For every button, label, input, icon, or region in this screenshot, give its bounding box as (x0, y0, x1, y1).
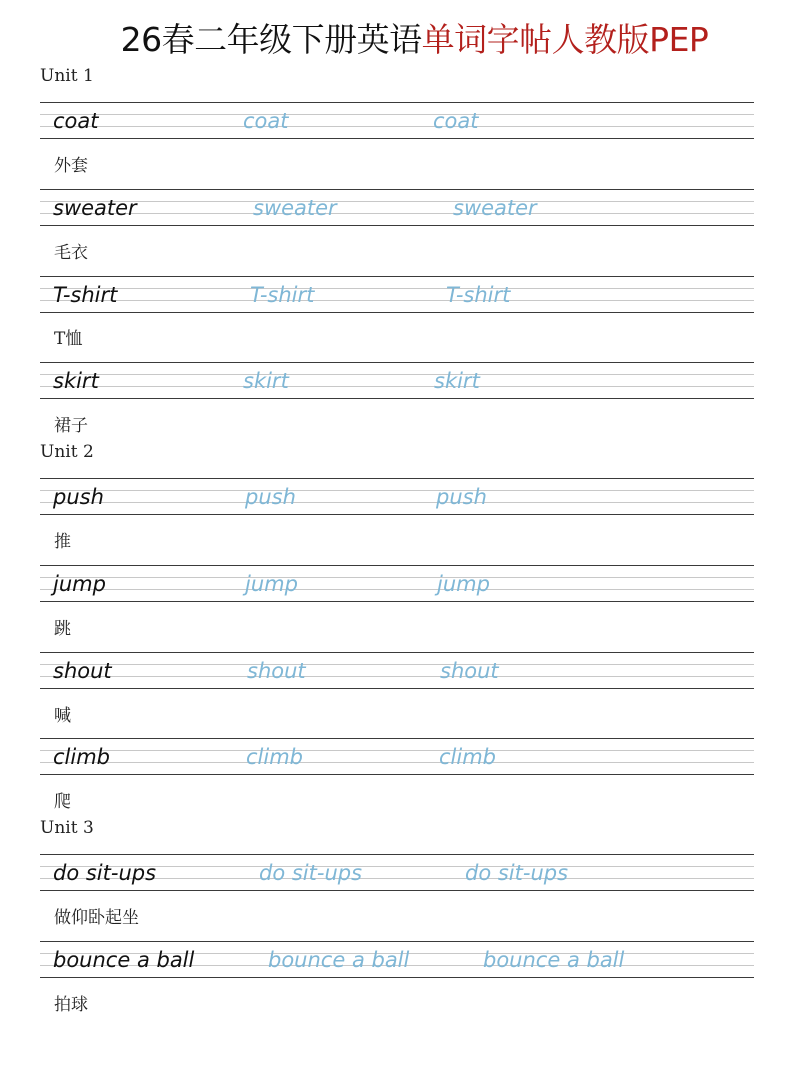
rule-base (40, 126, 754, 127)
chinese-meaning: 跳 (54, 619, 71, 639)
rule-top (40, 362, 754, 363)
word-trace: sweater (253, 196, 337, 220)
writing-row (40, 189, 754, 225)
chinese-meaning: 拍球 (54, 995, 88, 1015)
chinese-meaning: 外套 (54, 156, 88, 176)
word-trace: skirt (434, 369, 480, 393)
word-trace: sweater (453, 196, 537, 220)
word-trace: climb (246, 745, 304, 769)
word-trace: shout (440, 659, 499, 683)
word-trace: coat (433, 109, 479, 133)
rule-top (40, 189, 754, 190)
word-model: jump (53, 572, 106, 596)
chinese-meaning: 爬 (54, 792, 71, 812)
writing-row (40, 276, 754, 312)
word-trace: coat (243, 109, 289, 133)
rule-base (40, 676, 754, 677)
rule-base (40, 762, 754, 763)
rule-bottom (40, 138, 754, 139)
rule-mid (40, 577, 754, 578)
word-model: shout (53, 659, 112, 683)
rule-bottom (40, 688, 754, 689)
chinese-meaning: T恤 (54, 329, 83, 349)
rule-mid (40, 750, 754, 751)
writing-row (40, 738, 754, 774)
rule-base (40, 502, 754, 503)
word-model: sweater (53, 196, 137, 220)
word-trace: do sit-ups (259, 861, 363, 885)
rule-base (40, 300, 754, 301)
word-trace: push (436, 485, 487, 509)
rule-base (40, 386, 754, 387)
title-highlight: 单词字帖人教版PEP (421, 20, 709, 59)
word-trace: do sit-ups (465, 861, 569, 885)
unit-label: Unit 2 (40, 442, 94, 462)
word-trace: push (245, 485, 296, 509)
rule-top (40, 652, 754, 653)
rule-top (40, 102, 754, 103)
writing-row (40, 362, 754, 398)
rule-mid (40, 201, 754, 202)
chinese-meaning: 推 (54, 532, 71, 552)
word-model: coat (53, 109, 99, 133)
word-trace: bounce a ball (483, 948, 625, 972)
word-trace: jump (245, 572, 298, 596)
rule-mid (40, 664, 754, 665)
rule-mid (40, 374, 754, 375)
chinese-meaning: 喊 (54, 706, 71, 726)
rule-base (40, 213, 754, 214)
unit-label: Unit 1 (40, 66, 94, 86)
rule-top (40, 941, 754, 942)
word-trace: T-shirt (446, 283, 511, 307)
word-model: T-shirt (53, 283, 118, 307)
word-trace: jump (437, 572, 490, 596)
rule-mid (40, 490, 754, 491)
rule-mid (40, 288, 754, 289)
rule-top (40, 276, 754, 277)
rule-bottom (40, 225, 754, 226)
word-trace: climb (439, 745, 497, 769)
rule-bottom (40, 890, 754, 891)
word-model: climb (53, 745, 111, 769)
writing-row (40, 941, 754, 977)
chinese-meaning: 毛衣 (54, 243, 88, 263)
word-trace: bounce a ball (268, 948, 410, 972)
rule-top (40, 478, 754, 479)
rule-bottom (40, 774, 754, 775)
word-model: skirt (53, 369, 99, 393)
page-title (0, 18, 793, 62)
chinese-meaning: 做仰卧起坐 (54, 908, 139, 928)
word-model: bounce a ball (53, 948, 195, 972)
rule-bottom (40, 601, 754, 602)
rule-bottom (40, 514, 754, 515)
writing-row (40, 565, 754, 601)
word-trace: shout (247, 659, 306, 683)
word-trace: T-shirt (250, 283, 315, 307)
rule-mid (40, 114, 754, 115)
writing-row (40, 478, 754, 514)
word-model: do sit-ups (53, 861, 157, 885)
rule-bottom (40, 398, 754, 399)
rule-bottom (40, 977, 754, 978)
chinese-meaning: 裙子 (54, 416, 88, 436)
writing-row (40, 854, 754, 890)
rule-base (40, 589, 754, 590)
unit-label: Unit 3 (40, 818, 94, 838)
rule-top (40, 738, 754, 739)
rule-bottom (40, 312, 754, 313)
rule-top (40, 854, 754, 855)
rule-top (40, 565, 754, 566)
word-trace: skirt (243, 369, 289, 393)
word-model: push (53, 485, 104, 509)
title-main: 26春二年级下册英语 (120, 20, 422, 59)
writing-row (40, 102, 754, 138)
writing-row (40, 652, 754, 688)
